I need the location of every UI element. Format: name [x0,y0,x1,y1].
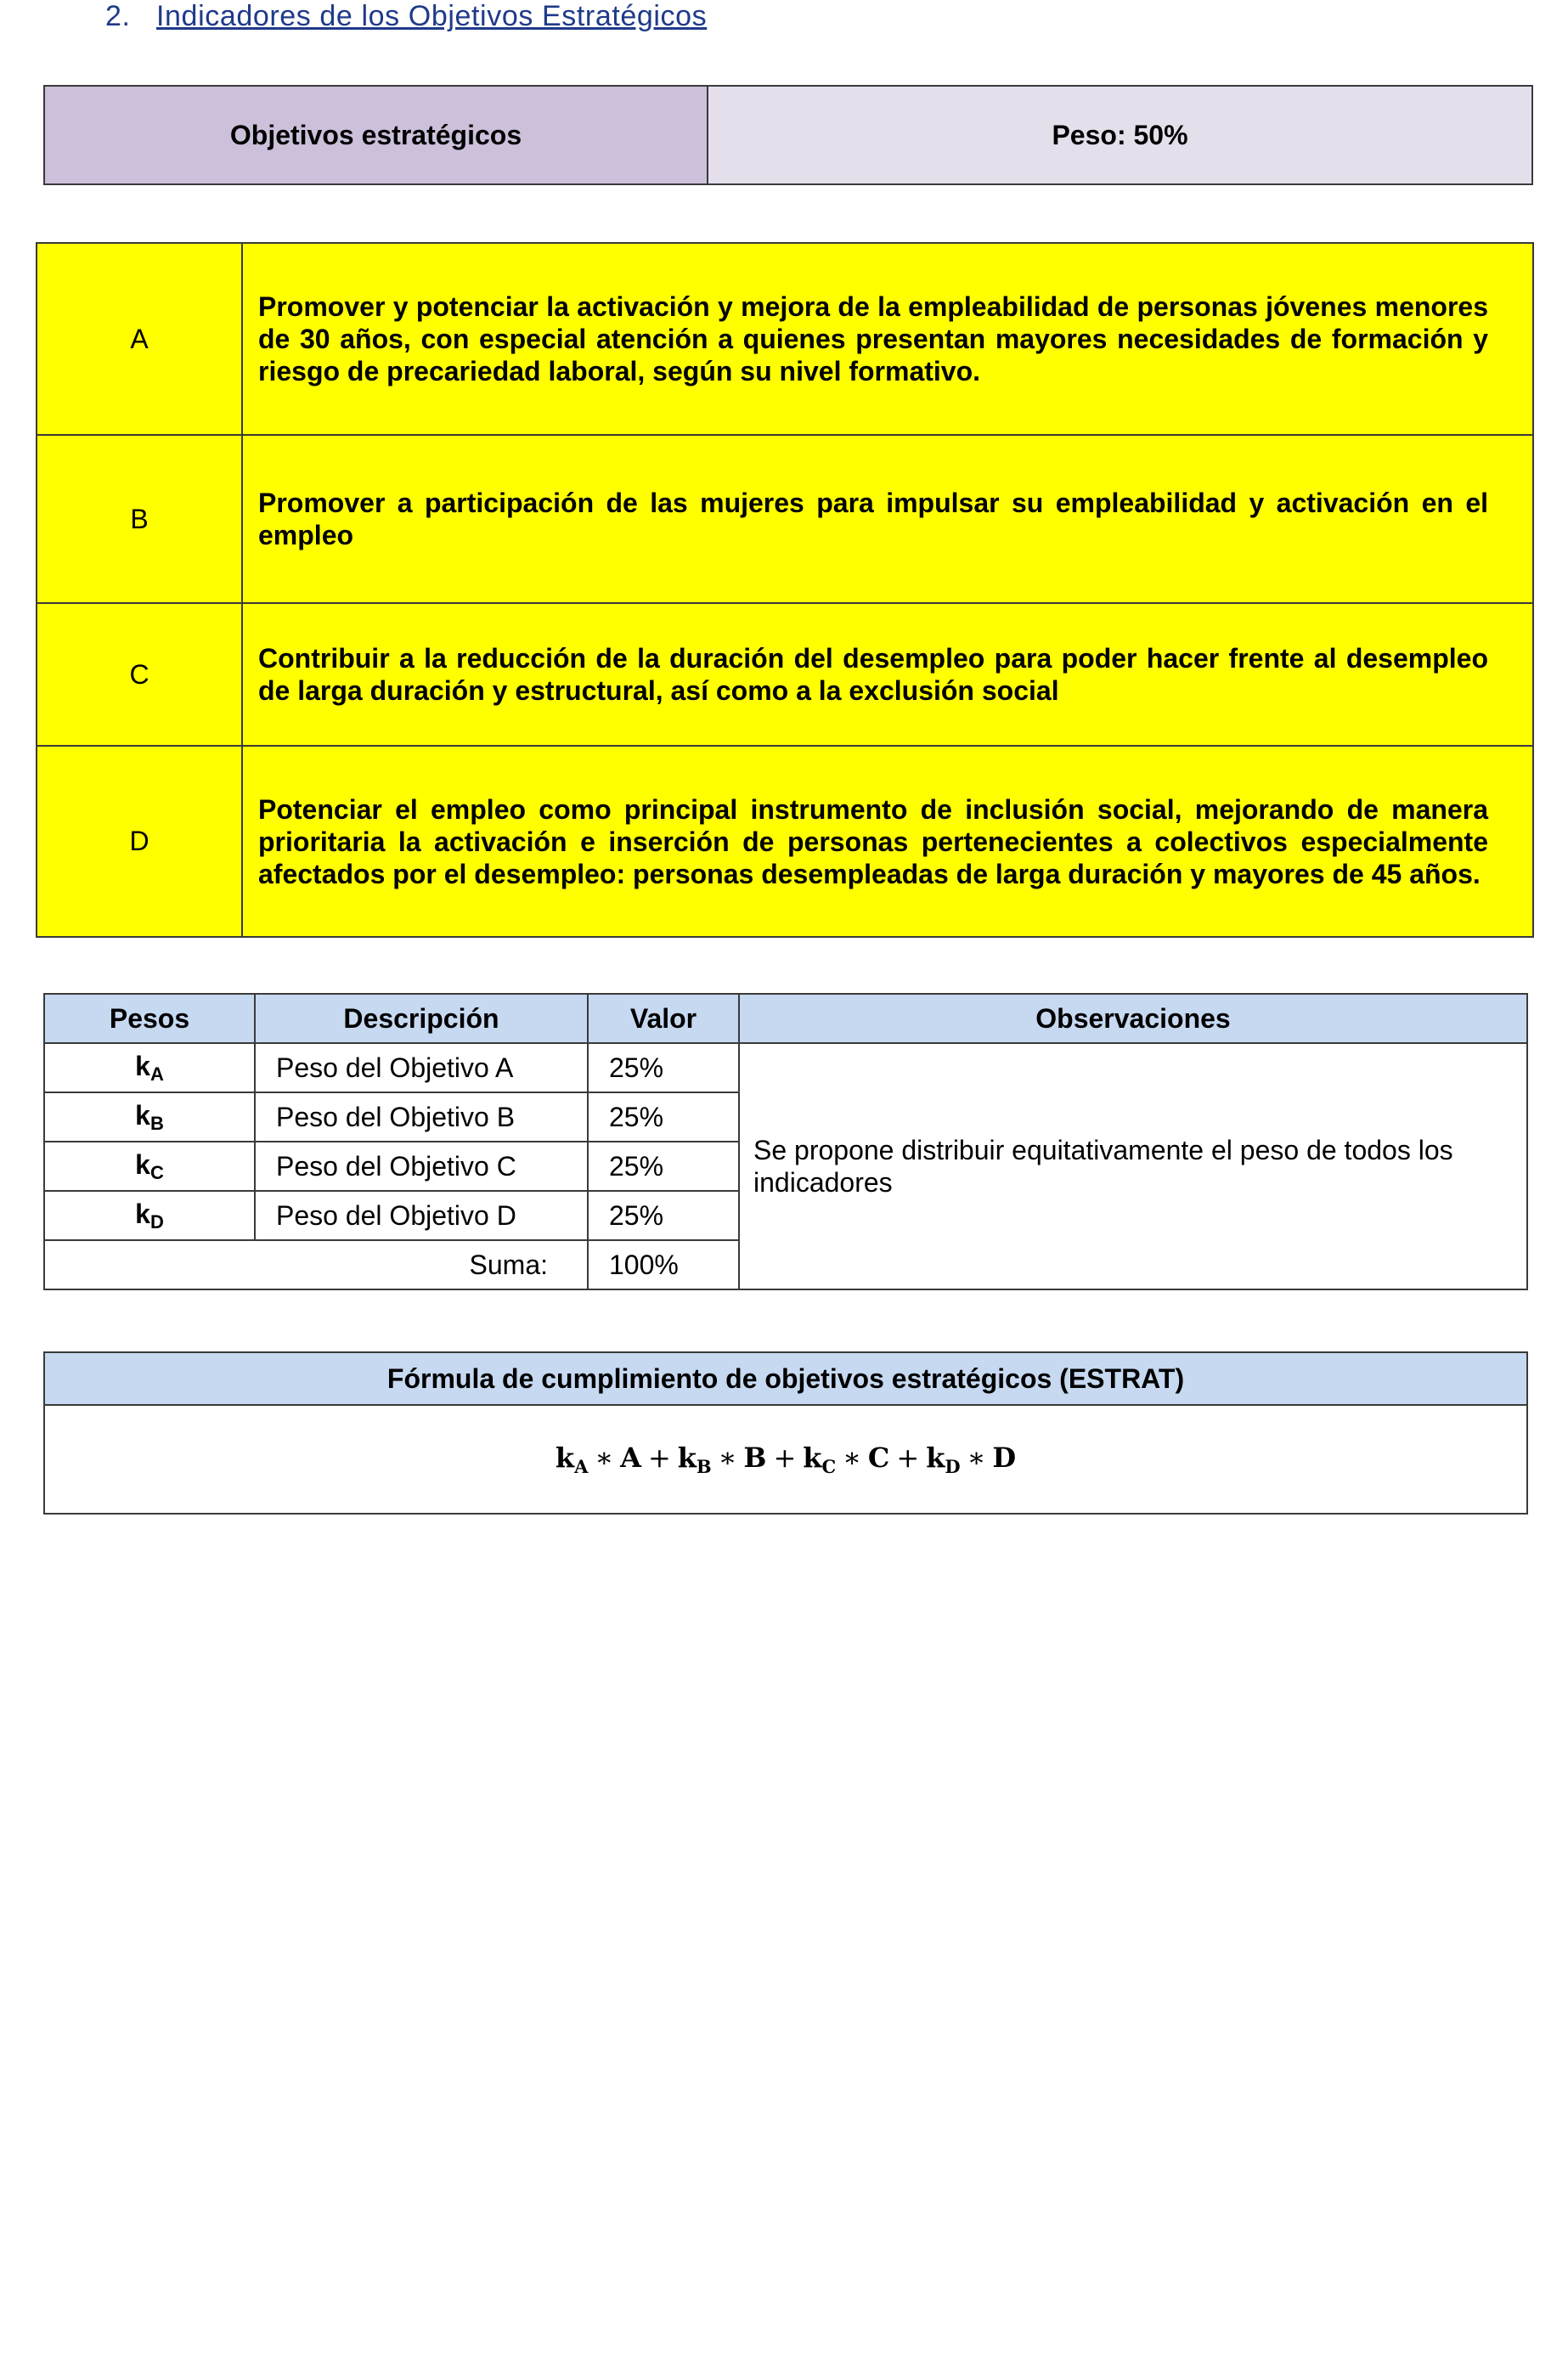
peso-descripcion: Peso del Objetivo B [255,1092,588,1142]
peso-descripcion: Peso del Objetivo D [255,1191,588,1240]
objetivo-letter: C [37,603,242,746]
header-pesos: Pesos [44,994,255,1043]
formula-expression: $k_A$ ∗ $A + k_B$ ∗ $B + k_C$ ∗ $C + k_D$ ∗ D [44,1405,1527,1514]
header-valor: Valor [588,994,739,1043]
table-row [44,1043,1527,1092]
objetivo-letter: B [37,435,242,603]
peso-valor: 25% [588,1142,739,1191]
objetivos-header-label: Objetivos estratégicos [44,86,708,184]
objetivo-row-b [37,435,1533,603]
peso-descripcion: Peso del Objetivo C [255,1142,588,1191]
objetivos-header-peso: Peso: 50% [708,86,1532,184]
peso-valor: 25% [588,1043,739,1092]
pesos-table [43,993,1528,1290]
observaciones-text: Se propone distribuir equitativamente el peso de todos los indicadores [739,1043,1527,1289]
header-observaciones: Observaciones [739,994,1527,1043]
suma-valor: 100% [588,1240,739,1289]
section-number: 2. [105,0,131,32]
peso-symbol: $k_A$ [44,1043,255,1092]
objetivo-letter: D [37,746,242,937]
objetivo-row-a [37,243,1533,435]
peso-symbol: $k_B$ [44,1092,255,1142]
objetivo-text: Promover y potenciar la activación y mejora de la empleabilidad de personas jóvenes menores de 30 años, con especial atención a quienes presentan mayores necesidades de formación y riesgo de precariedad laboral, según su nivel formativo. [242,243,1533,435]
header-descripcion: Descripción [255,994,588,1043]
peso-descripcion: Peso del Objetivo A [255,1043,588,1092]
peso-symbol: $k_D$ [44,1191,255,1240]
objetivo-row-d [37,746,1533,937]
objetivos-table [36,242,1534,938]
peso-symbol: $k_C$ [44,1142,255,1191]
objetivo-text: Potenciar el empleo como principal instrumento de inclusión social, mejorando de manera prioritaria la activación e inserción de personas pertenecientes a colectivos especialmente afectados por el desempleo: personas desempleadas de larga duración y mayores de 45 años. [242,746,1533,937]
section-heading [105,0,707,33]
objetivo-letter: A [37,243,242,435]
suma-label: Suma: [44,1240,588,1289]
section-title: Indicadores de los Objetivos Estratégicos [156,0,708,32]
objetivo-row-c [37,603,1533,746]
formula-table [43,1351,1528,1515]
peso-valor: 25% [588,1092,739,1142]
objetivos-header-table [43,85,1533,185]
objetivo-text: Promover a participación de las mujeres para impulsar su empleabilidad y activación en el empleo [242,435,1533,603]
objetivo-text: Contribuir a la reducción de la duración del desempleo para poder hacer frente al desempleo de larga duración y estructural, así como a la exclusión social [242,603,1533,746]
formula-title: Fórmula de cumplimiento de objetivos estratégicos (ESTRAT) [44,1352,1527,1405]
peso-valor: 25% [588,1191,739,1240]
